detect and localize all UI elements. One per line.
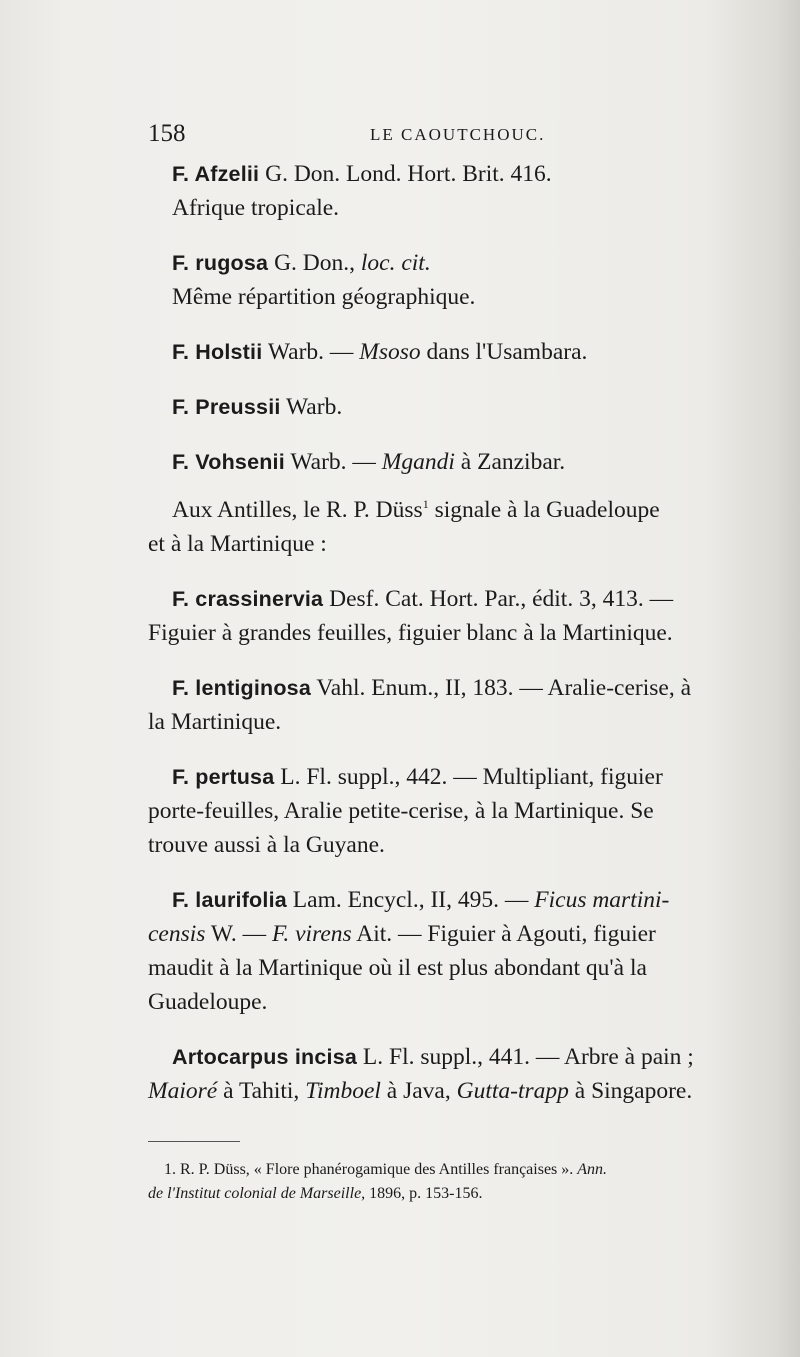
entry-text: Warb. bbox=[280, 394, 343, 420]
entry-line: Afrique tropicale. bbox=[172, 195, 340, 221]
species-name: F. Vohsenii bbox=[172, 450, 285, 474]
paragraph-text: signale à la Guadeloupe bbox=[428, 496, 660, 523]
entry-italic: loc. cit. bbox=[360, 250, 431, 276]
entry-line: porte-feuilles, Aralie petite-cerise, à la Martinique. Se bbox=[148, 797, 654, 824]
entry-italic: Gutta-trapp bbox=[456, 1077, 569, 1104]
entry-text: à Tahiti, bbox=[217, 1077, 306, 1104]
page-body bbox=[148, 157, 758, 1129]
paragraph-line bbox=[148, 487, 758, 527]
entry-line: trouve aussi à la Guyane. bbox=[148, 831, 385, 858]
entry-line: Même répartition géographique. bbox=[172, 284, 476, 310]
entry-afzelii bbox=[148, 157, 758, 225]
entry-italic: Maioré bbox=[148, 1077, 218, 1104]
paragraph-line: et à la Martinique : bbox=[148, 530, 327, 557]
footnote-line bbox=[148, 1182, 758, 1206]
entry-line bbox=[148, 1074, 758, 1108]
entry-text: L. Fl. suppl., 442. — Multipliant, figuier bbox=[274, 763, 663, 790]
entry-preussii bbox=[148, 390, 758, 424]
footnote-ref: 1 bbox=[422, 497, 429, 511]
entry-text: W. — bbox=[205, 920, 273, 947]
entry-holstii bbox=[148, 335, 758, 369]
entry-text: Vahl. Enum., II, 183. — Aralie-cerise, à bbox=[310, 674, 692, 701]
entry-line bbox=[148, 883, 758, 917]
antilles-paragraph bbox=[148, 487, 758, 561]
entry-italic: Timboel bbox=[305, 1077, 381, 1104]
entry-line bbox=[148, 582, 758, 616]
footnote-rule bbox=[148, 1141, 240, 1142]
entry-text: à Singapore. bbox=[568, 1077, 693, 1104]
entry-pertusa bbox=[148, 760, 758, 862]
entry-text: L. Fl. suppl., 441. — Arbre à pain ; bbox=[357, 1043, 694, 1070]
entry-text: G. Don. Lond. Hort. Brit. 416. bbox=[259, 161, 552, 187]
entry-line bbox=[148, 760, 758, 794]
entry-text: Warb. — bbox=[262, 339, 360, 365]
page-header bbox=[148, 120, 752, 150]
footnote bbox=[148, 1158, 758, 1206]
footnote-line bbox=[148, 1158, 758, 1182]
entry-italic: F. virens bbox=[272, 920, 352, 947]
entry-text: dans l'Usambara. bbox=[420, 339, 588, 365]
entry-line bbox=[148, 157, 758, 191]
entry-line bbox=[148, 1040, 758, 1074]
footnote-italic: de l'Institut colonial de Marseille, bbox=[148, 1185, 366, 1202]
species-name: F. lentiginosa bbox=[172, 675, 311, 700]
entry-text: Warb. — bbox=[284, 449, 382, 475]
entry-text: Lam. Encycl., II, 495. — bbox=[286, 886, 535, 913]
entry-line bbox=[148, 335, 758, 369]
entry-line: Figuier à grandes feuilles, figuier blanc à la Martinique. bbox=[148, 619, 673, 646]
entry-text: à Zanzibar. bbox=[454, 449, 566, 475]
species-name: F. Afzelii bbox=[172, 162, 260, 186]
entry-italic: Msoso bbox=[359, 339, 421, 365]
entry-line bbox=[148, 390, 758, 424]
entry-italic: censis bbox=[148, 920, 206, 947]
footnote-text: 1. R. P. Düss, « Flore phanérogamique des Antilles françaises ». bbox=[164, 1161, 578, 1178]
entry-text: à Java, bbox=[380, 1077, 457, 1104]
entry-text: G. Don., bbox=[268, 250, 361, 276]
footnote-text: 1896, p. 153-156. bbox=[365, 1185, 483, 1202]
entry-line bbox=[148, 445, 758, 479]
entry-italic: Ficus martini- bbox=[534, 886, 670, 913]
entry-rugosa bbox=[148, 246, 758, 314]
page-number: 158 bbox=[148, 120, 186, 147]
entry-crassinervia bbox=[148, 582, 758, 650]
entry-line: Guadeloupe. bbox=[148, 988, 268, 1015]
entry-laurifolia bbox=[148, 883, 758, 1019]
entry-line bbox=[148, 917, 758, 951]
entry-lentiginosa bbox=[148, 671, 758, 739]
entry-line bbox=[148, 246, 758, 280]
paragraph-text: Aux Antilles, le R. P. Düss bbox=[172, 496, 423, 523]
species-name: F. crassinervia bbox=[172, 586, 324, 611]
entry-line: maudit à la Martinique où il est plus abondant qu'à la bbox=[148, 954, 647, 981]
species-name: F. rugosa bbox=[172, 251, 269, 275]
entry-text: Desf. Cat. Hort. Par., édit. 3, 413. — bbox=[323, 585, 674, 612]
footnote-italic: Ann. bbox=[577, 1161, 608, 1178]
entry-text: Ait. — Figuier à Agouti, figuier bbox=[351, 920, 656, 947]
species-name: F. laurifolia bbox=[172, 887, 287, 912]
species-name: F. Holstii bbox=[172, 340, 263, 364]
entry-italic: Mgandi bbox=[381, 449, 455, 475]
entry-vohsenii bbox=[148, 445, 758, 479]
species-name: Artocarpus incisa bbox=[172, 1044, 358, 1069]
running-title: LE CAOUTCHOUC. bbox=[370, 125, 546, 144]
species-name: F. Preussii bbox=[172, 395, 281, 419]
entry-artocarpus bbox=[148, 1040, 758, 1108]
entry-line bbox=[148, 671, 758, 705]
entry-line: la Martinique. bbox=[148, 708, 282, 735]
species-name: F. pertusa bbox=[172, 764, 275, 789]
